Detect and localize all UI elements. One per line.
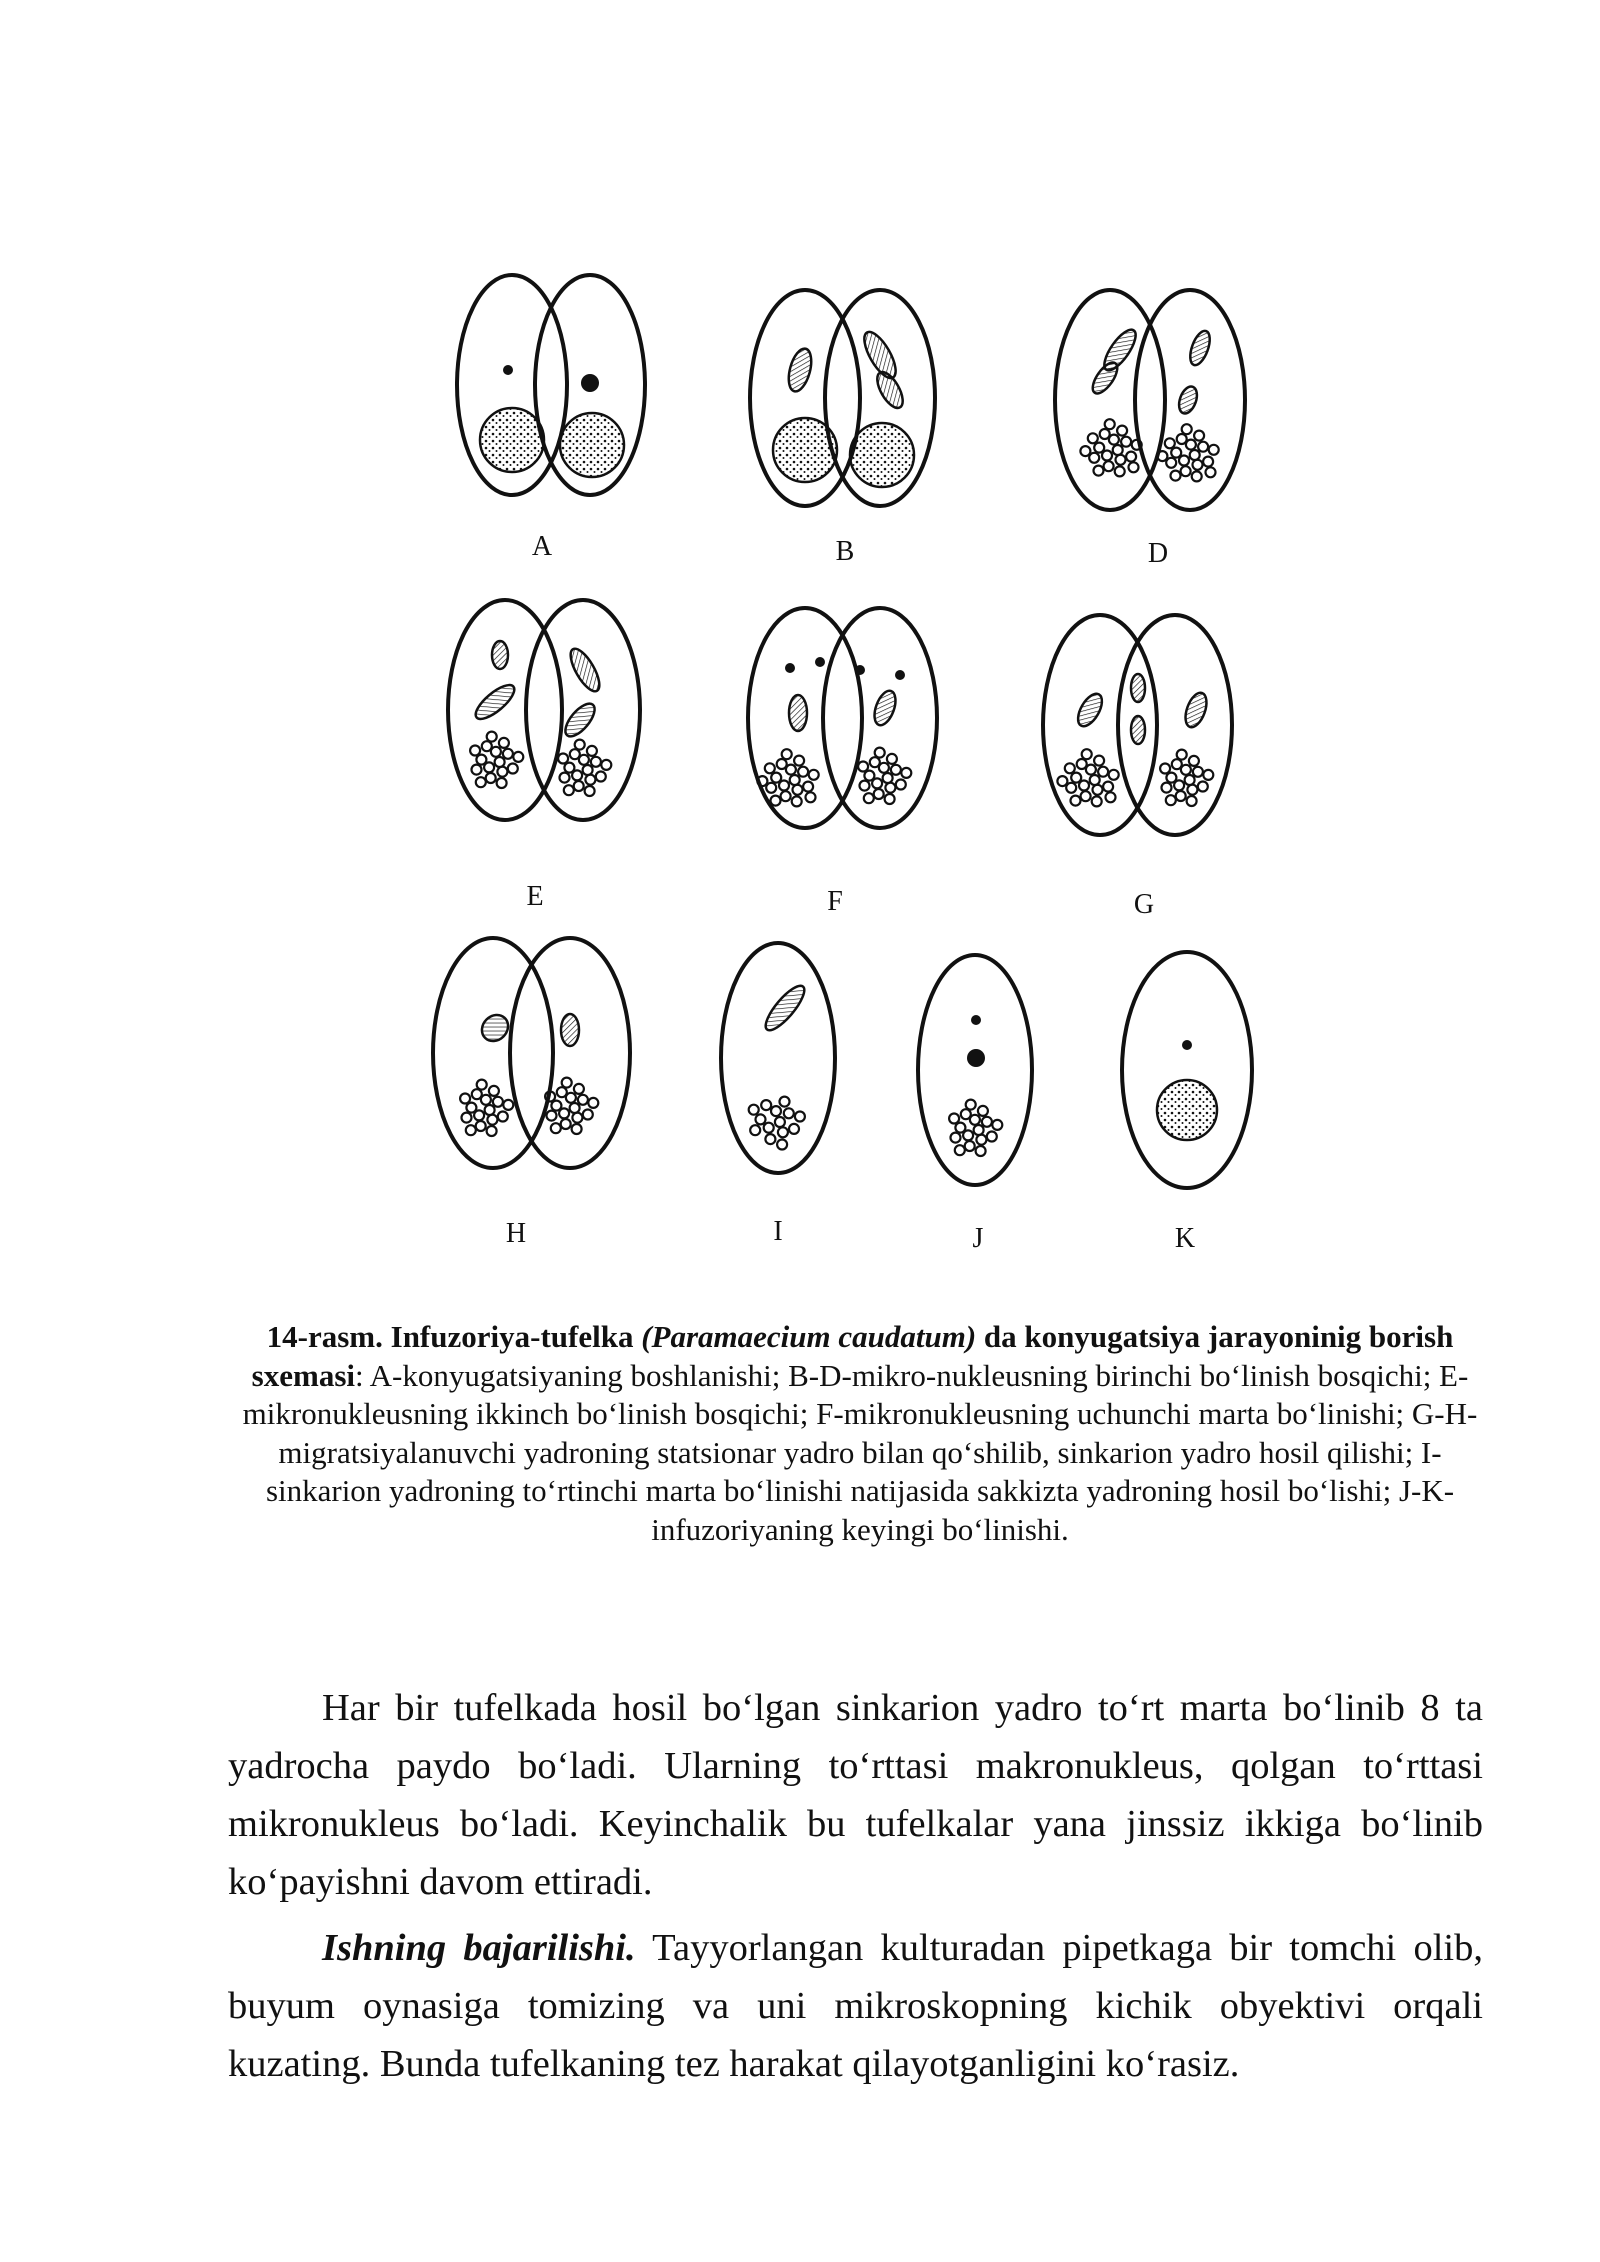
nucleus-fragment <box>601 760 611 770</box>
nucleus-fragment <box>1198 782 1208 792</box>
nucleus-fragment <box>1187 796 1197 806</box>
nucleus-fragment <box>1171 471 1181 481</box>
nucleus-fragment <box>476 777 486 787</box>
nucleus-fragment <box>1094 756 1104 766</box>
nucleus-fragment <box>1113 445 1123 455</box>
nucleus-fragment <box>560 773 570 783</box>
caption-title-part2: da konyugatsiya jarayoninig borish sxemasi <box>251 1319 1454 1393</box>
dividing-micronucleus <box>561 1014 579 1046</box>
nucleus-fragment <box>784 1108 794 1118</box>
nucleus-fragment <box>557 1087 567 1097</box>
nucleus-fragment <box>482 741 492 751</box>
nucleus-fragment <box>777 1140 787 1150</box>
nucleus-fragment <box>765 1134 775 1144</box>
nucleus-fragment <box>860 781 870 791</box>
nucleus-fragment <box>1194 431 1204 441</box>
micronucleus <box>1182 1040 1192 1050</box>
nucleus-fragment <box>547 1111 557 1121</box>
nucleus-fragment <box>1105 419 1115 429</box>
nucleus-fragment <box>575 740 585 750</box>
nucleus-fragment <box>1179 456 1189 466</box>
nucleus-fragment <box>564 785 574 795</box>
nucleus-fragment <box>756 1114 766 1124</box>
nucleus-fragment <box>583 1110 593 1120</box>
nucleus-fragment <box>485 1105 495 1115</box>
nucleus-fragment <box>809 770 819 780</box>
nucleus-fragment <box>486 773 496 783</box>
nucleus-fragment <box>870 757 880 767</box>
nucleus-fragment <box>1165 438 1175 448</box>
nucleus-fragment <box>864 771 874 781</box>
figure-label-e: E <box>526 881 544 912</box>
nucleus-fragment <box>779 781 789 791</box>
body-paragraph-2 <box>228 1919 1483 2093</box>
nucleus-fragment <box>749 1105 759 1115</box>
nucleus-fragment <box>1160 764 1170 774</box>
nucleus-fragment <box>1126 452 1136 462</box>
dividing-micronucleus <box>872 368 908 412</box>
figure-label-i: I <box>773 1216 783 1247</box>
macronucleus <box>560 413 624 477</box>
nucleus-fragment <box>466 1103 476 1113</box>
figure-label-b: B <box>835 536 855 567</box>
nucleus-fragment <box>771 773 781 783</box>
nucleus-fragment <box>864 793 874 803</box>
nucleus-fragment <box>1109 770 1119 780</box>
nucleus-fragment <box>1129 462 1139 472</box>
nucleus-fragment <box>1198 442 1208 452</box>
nucleus-fragment <box>794 756 804 766</box>
nucleus-fragment <box>966 1100 976 1110</box>
dividing-micronucleus <box>565 645 605 696</box>
nucleus-fragment <box>472 1089 482 1099</box>
nucleus-fragment <box>476 1121 486 1131</box>
macronucleus <box>850 423 914 487</box>
nucleus-fragment <box>499 738 509 748</box>
nucleus-fragment <box>965 1141 975 1151</box>
nucleus-fragment <box>1092 796 1102 806</box>
nucleus-fragment <box>1166 458 1176 468</box>
nucleus-fragment <box>974 1125 984 1135</box>
nucleus-fragment <box>564 763 574 773</box>
nucleus-fragment <box>503 1100 513 1110</box>
dividing-micronucleus <box>870 688 899 728</box>
nucleus-fragment <box>771 1106 781 1116</box>
paramecium-cell <box>721 943 835 1173</box>
nucleus-fragment <box>896 780 906 790</box>
nucleus-fragment <box>1066 783 1076 793</box>
nucleus-fragment <box>591 757 601 767</box>
nucleus-fragment <box>1081 791 1091 801</box>
nucleus-fragment <box>585 775 595 785</box>
micronucleus <box>855 665 865 675</box>
nucleus-fragment <box>982 1117 992 1127</box>
nucleus-fragment <box>570 1103 580 1113</box>
nucleus-fragment <box>798 767 808 777</box>
nucleus-fragment <box>1098 767 1108 777</box>
nucleus-fragment <box>1185 775 1195 785</box>
figure-label-g: G <box>1133 889 1155 920</box>
nucleus-fragment <box>961 1109 971 1119</box>
micronucleus <box>815 657 825 667</box>
nucleus-fragment <box>782 749 792 759</box>
nucleus-fragment <box>572 1124 582 1134</box>
nucleus-fragment <box>792 796 802 806</box>
nucleus-fragment <box>901 768 911 778</box>
nucleus-fragment <box>1116 455 1126 465</box>
nucleus-fragment <box>777 759 787 769</box>
dividing-micronucleus <box>492 641 508 669</box>
paramecium-cell <box>433 938 553 1168</box>
nucleus-fragment <box>513 752 523 762</box>
micronucleus <box>785 663 795 673</box>
nucleus-fragment <box>766 783 776 793</box>
nucleus-fragment <box>1162 783 1172 793</box>
nucleus-fragment <box>1082 749 1092 759</box>
dividing-micronucleus <box>760 981 810 1035</box>
nucleus-fragment <box>781 791 791 801</box>
nucleus-fragment <box>477 1080 487 1090</box>
dividing-micronucleus <box>471 680 519 725</box>
nucleus-fragment <box>1071 773 1081 783</box>
nucleus-fragment <box>493 1097 503 1107</box>
micronucleus <box>503 365 513 375</box>
nucleus-fragment <box>1172 759 1182 769</box>
conjugation-figure <box>400 250 1300 1270</box>
nucleus-fragment <box>1192 471 1202 481</box>
nucleus-fragment <box>1104 461 1114 471</box>
nucleus-fragment <box>775 1117 785 1127</box>
nucleus-fragment <box>487 1126 497 1136</box>
nucleus-fragment <box>574 781 584 791</box>
nucleus-fragment <box>466 1125 476 1135</box>
micronucleus <box>967 1049 985 1067</box>
figure-label-d: D <box>1147 538 1169 569</box>
nucleus-fragment <box>887 754 897 764</box>
nucleus-fragment <box>875 748 885 758</box>
nucleus-fragment <box>558 754 568 764</box>
figure-label-h: H <box>505 1218 527 1249</box>
nucleus-fragment <box>497 767 507 777</box>
nucleus-fragment <box>1166 795 1176 805</box>
nucleus-fragment <box>583 765 593 775</box>
nucleus-fragment <box>551 1101 561 1111</box>
paramecium-cell <box>510 938 630 1168</box>
nucleus-fragment <box>793 785 803 795</box>
nucleus-fragment <box>1121 437 1131 447</box>
dividing-micronucleus <box>1131 674 1145 702</box>
micronucleus <box>895 670 905 680</box>
nucleus-fragment <box>750 1125 760 1135</box>
nucleus-fragment <box>498 1112 508 1122</box>
nucleus-fragment <box>572 1113 582 1123</box>
nucleus-fragment <box>574 1084 584 1094</box>
dividing-micronucleus <box>560 699 600 741</box>
nucleus-fragment <box>1090 775 1100 785</box>
dividing-micronucleus <box>789 695 807 731</box>
nucleus-fragment <box>1182 424 1192 434</box>
nucleus-fragment <box>885 783 895 793</box>
nucleus-fragment <box>1190 450 1200 460</box>
nucleus-fragment <box>885 794 895 804</box>
nucleus-fragment <box>1209 445 1219 455</box>
nucleus-fragment <box>1193 460 1203 470</box>
nucleus-fragment <box>1079 781 1089 791</box>
nucleus-fragment <box>764 1123 774 1133</box>
nucleus-fragment <box>795 1112 805 1122</box>
nucleus-fragment <box>1100 429 1110 439</box>
nucleus-fragment <box>1177 434 1187 444</box>
nucleus-fragment <box>1206 467 1216 477</box>
nucleus-fragment <box>780 1097 790 1107</box>
nucleus-fragment <box>1088 433 1098 443</box>
nucleus-fragment <box>778 1127 788 1137</box>
nucleus-fragment <box>1115 466 1125 476</box>
dividing-micronucleus <box>1073 690 1107 730</box>
nucleus-fragment <box>495 757 505 767</box>
nucleus-fragment <box>1071 796 1081 806</box>
nucleus-fragment <box>503 749 513 759</box>
macronucleus <box>480 408 544 472</box>
nucleus-fragment <box>1203 770 1213 780</box>
nucleus-fragment <box>551 1123 561 1133</box>
nucleus-fragment <box>761 1100 771 1110</box>
nucleus-fragment <box>1057 776 1067 786</box>
figure-label-j: J <box>972 1223 984 1254</box>
dividing-micronucleus <box>477 1010 514 1047</box>
nucleus-fragment <box>1080 446 1090 456</box>
figure-label-f: F <box>827 886 843 917</box>
dividing-micronucleus <box>1176 384 1201 416</box>
paragraph-2-lead: Ishning bajarilishi. <box>322 1926 636 1969</box>
nucleus-fragment <box>489 1086 499 1096</box>
nucleus-fragment <box>949 1114 959 1124</box>
micronucleus <box>581 374 599 392</box>
nucleus-fragment <box>1103 782 1113 792</box>
nucleus-fragment <box>1117 426 1127 436</box>
nucleus-fragment <box>976 1135 986 1145</box>
nucleus-fragment <box>976 1146 986 1156</box>
nucleus-fragment <box>470 746 480 756</box>
nucleus-fragment <box>588 1098 598 1108</box>
caption-number: 14-rasm. <box>266 1319 383 1354</box>
nucleus-fragment <box>1166 773 1176 783</box>
nucleus-fragment <box>803 782 813 792</box>
nucleus-fragment <box>987 1132 997 1142</box>
nucleus-fragment <box>1171 448 1181 458</box>
nucleus-fragment <box>1106 792 1116 802</box>
nucleus-fragment <box>874 789 884 799</box>
dividing-micronucleus <box>1131 716 1145 744</box>
nucleus-fragment <box>1177 750 1187 760</box>
nucleus-fragment <box>487 1115 497 1125</box>
nucleus-fragment <box>1189 756 1199 766</box>
nucleus-fragment <box>578 1095 588 1105</box>
nucleus-fragment <box>508 764 518 774</box>
nucleus-fragment <box>858 762 868 772</box>
nucleus-fragment <box>789 1124 799 1134</box>
nucleus-fragment <box>978 1106 988 1116</box>
macronucleus <box>1157 1080 1217 1140</box>
nucleus-fragment <box>497 778 507 788</box>
nucleus-fragment <box>951 1133 961 1143</box>
caption-description: : A-konyugatsiyaning boshlanishi; B-D-mikro-nukleusning birinchi bo‘linish bosqichi; E-mikronukleusning ikkinch bo‘linish bosqichi; F-mikronukleusning uchunchi marta bo‘linishi; G-H-migratsiyalanuvchi yadroning statsionar yadro bilan qo‘shilib, sinkarion yadro hosil qilishi; I-sinkarion yadroning to‘rtinchi marta bo‘linishi natijasida sakkizta yadroning hosil bo‘lishi; J-K-infuzoriyaning keyingi bo‘linishi. <box>242 1357 1478 1547</box>
nucleus-fragment <box>587 746 597 756</box>
nucleus-fragment <box>771 796 781 806</box>
figure-label-a: A <box>531 531 553 562</box>
nucleus-fragment <box>790 775 800 785</box>
nucleus-fragment <box>1094 443 1104 453</box>
nucleus-fragment <box>891 765 901 775</box>
nucleus-fragment <box>596 772 606 782</box>
nucleus-fragment <box>1094 466 1104 476</box>
nucleus-fragment <box>1093 785 1103 795</box>
nucleus-fragment <box>955 1145 965 1155</box>
nucleus-fragment <box>1181 466 1191 476</box>
nucleus-fragment <box>765 763 775 773</box>
nucleus-fragment <box>562 1078 572 1088</box>
nucleus-fragment <box>1089 453 1099 463</box>
dividing-micronucleus <box>785 346 816 394</box>
nucleus-fragment <box>472 765 482 775</box>
nucleus-fragment <box>487 732 497 742</box>
nucleus-fragment <box>460 1094 470 1104</box>
figure-label-k: K <box>1174 1223 1196 1254</box>
nucleus-fragment <box>561 1119 571 1129</box>
nucleus-fragment <box>955 1123 965 1133</box>
paragraph-2-text: Tayyorlangan kulturadan pipetkaga bir tomchi olib, buyum oynasiga tomizing va uni mikroskopning kichik obyektivi orqali kuzating. Bunda tufelkaning tez harakat qilayotganligini ko‘rasiz. <box>228 1926 1483 2085</box>
nucleus-fragment <box>992 1120 1002 1130</box>
nucleus-fragment <box>1102 451 1112 461</box>
nucleus-fragment <box>585 786 595 796</box>
micronucleus <box>971 1015 981 1025</box>
figure-caption <box>225 1318 1495 1549</box>
dividing-micronucleus <box>1186 328 1213 367</box>
body-paragraph-1: Har bir tufelkada hosil bo‘lgan sinkarion yadro to‘rt marta bo‘linib 8 ta yadrocha paydo bo‘ladi. Ularning to‘rttasi makronukleus, qolgan to‘rttasi mikronukleus bo‘ladi. Keyinchalik bu tufelkalar yana jinssiz ikkiga bo‘linib ko‘payishni davom ettiradi. <box>228 1686 1483 1903</box>
nucleus-fragment <box>1077 759 1087 769</box>
nucleus-fragment <box>476 755 486 765</box>
nucleus-fragment <box>1187 785 1197 795</box>
nucleus-fragment <box>1065 763 1075 773</box>
nucleus-fragment <box>883 773 893 783</box>
dividing-micronucleus <box>1181 690 1210 730</box>
nucleus-fragment <box>806 792 816 802</box>
caption-species: (Paramaecium caudatum) <box>641 1319 977 1354</box>
nucleus-fragment <box>1203 457 1213 467</box>
paramecium-cell <box>1122 952 1252 1188</box>
nucleus-fragment <box>1193 767 1203 777</box>
nucleus-fragment <box>462 1113 472 1123</box>
caption-title-part1: Infuzoriya-tufelka <box>390 1319 634 1354</box>
nucleus-fragment <box>570 749 580 759</box>
nucleus-fragment <box>1176 791 1186 801</box>
macronucleus <box>773 418 837 482</box>
